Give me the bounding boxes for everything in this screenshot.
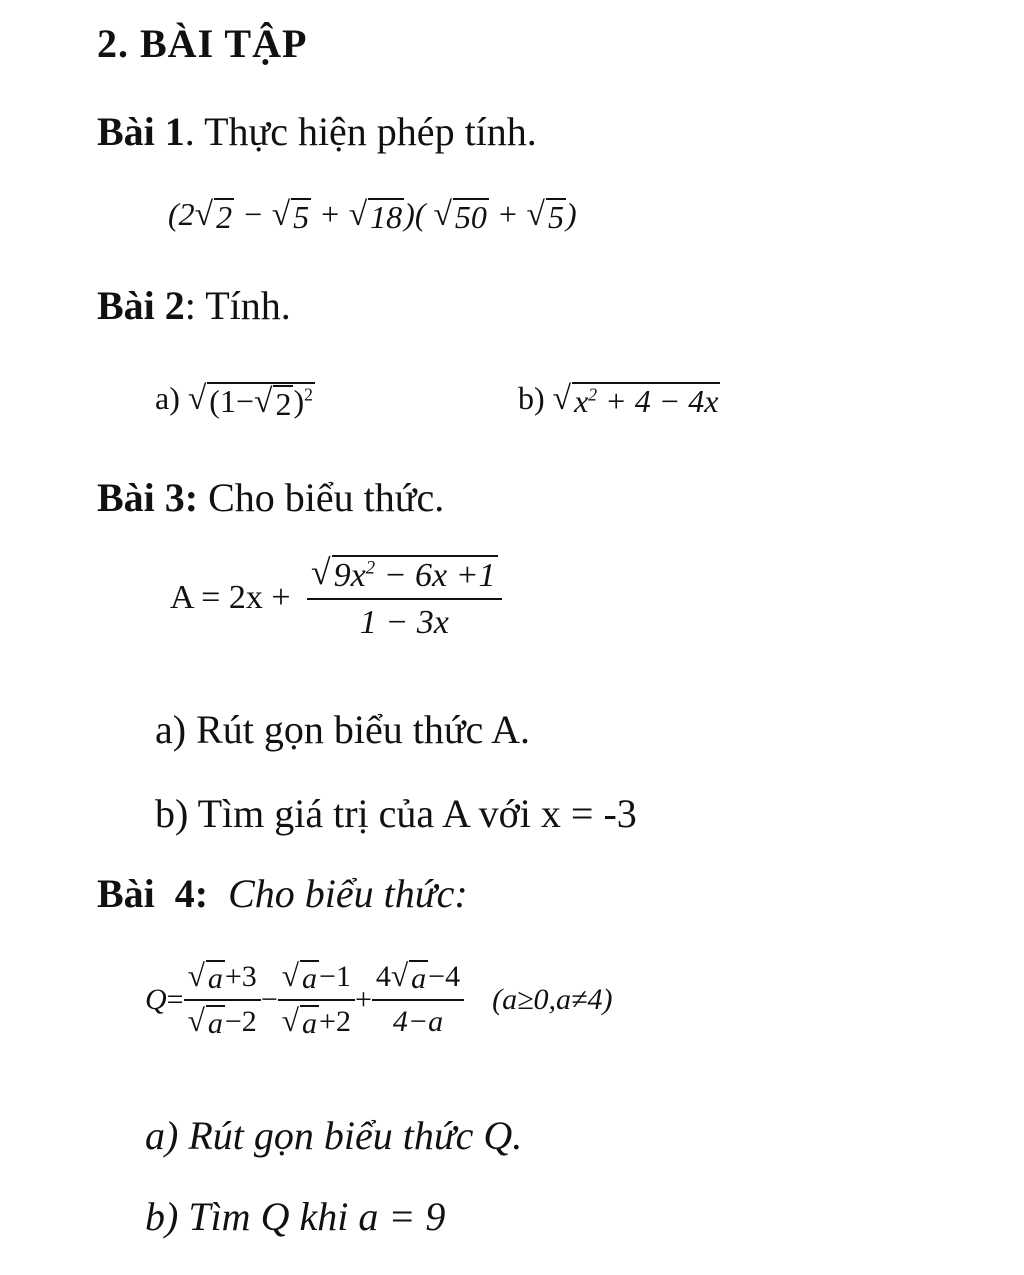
formula-lhs: A = 2x + [170, 579, 300, 617]
exercise-1-title [97, 108, 537, 155]
fraction-3: 4 √ a −4 4−a [372, 960, 464, 1039]
exercise-4-text: Cho biểu thức: [208, 871, 468, 916]
exercise-2-part-b [518, 380, 720, 419]
exercise-2-title [97, 282, 291, 329]
exercise-4-label: Bài 4: [97, 871, 209, 916]
sqrt-5-b: √ 5 [526, 196, 564, 235]
fraction-1: √ a +3 √ a −2 [184, 960, 261, 1039]
formula-minus: − [260, 982, 278, 1016]
sqrt-expression-b: √ $x^2 + 4 - 4x$ [552, 380, 719, 419]
exercise-3-question-b: b) Tìm giá trị của A với x = -3 [155, 791, 637, 836]
expr-plus-2: + [496, 196, 519, 232]
formula-condition: (a≥0,a≠4) [492, 982, 613, 1016]
exercise-2-label: Bài 2 [97, 283, 185, 328]
exercise-3-question-a: a) Rút gọn biểu thức A. [155, 707, 530, 752]
formula-q: Q [145, 982, 167, 1016]
expr-plus: + [319, 196, 341, 232]
section-heading: 2. BÀI TẬP [97, 21, 308, 66]
expr-close: ) [565, 196, 577, 232]
expr-minus: − [242, 196, 264, 232]
expr-open: (2 [168, 196, 195, 232]
part-b-label: b) [518, 380, 545, 416]
formula-plus: + [354, 982, 372, 1016]
exercise-2-part-a [155, 380, 315, 422]
formula-fraction: √ $9x^2 - 6x +1$ 1 − 3x [307, 555, 502, 642]
exercise-2-text: : Tính. [184, 283, 291, 328]
exercise-3-formula [170, 552, 502, 642]
exercise-4-question-b: b) Tìm Q khi a = 9 [145, 1194, 446, 1239]
sqrt-2: √ 2 [194, 196, 233, 235]
sqrt-5: √ 5 [271, 196, 310, 235]
sqrt-18: √ 18 [348, 196, 403, 235]
exercise-4-title [97, 870, 468, 917]
formula-equals: = [166, 982, 184, 1016]
fraction-2: √ a −1 √ a +2 [278, 960, 355, 1039]
exercise-3-title [97, 474, 444, 521]
exercise-3-label: Bài 3: [97, 475, 199, 520]
sqrt-expression-a: √ (1− √ 2 )$^2$ [187, 380, 313, 422]
expr-mid: )( [404, 196, 426, 232]
exercise-1-label: Bài 1 [97, 109, 185, 154]
part-a-label: a) [155, 380, 180, 416]
exercise-3-text: Cho biểu thức. [198, 475, 445, 520]
exercise-4-question-a: a) Rút gọn biểu thức Q. [145, 1113, 523, 1158]
sqrt-50: √ 50 [433, 196, 487, 235]
exercise-1-expression [168, 196, 577, 235]
exercise-1-text: . Thực hiện phép tính. [184, 109, 537, 154]
exercise-4-formula [145, 960, 613, 1039]
